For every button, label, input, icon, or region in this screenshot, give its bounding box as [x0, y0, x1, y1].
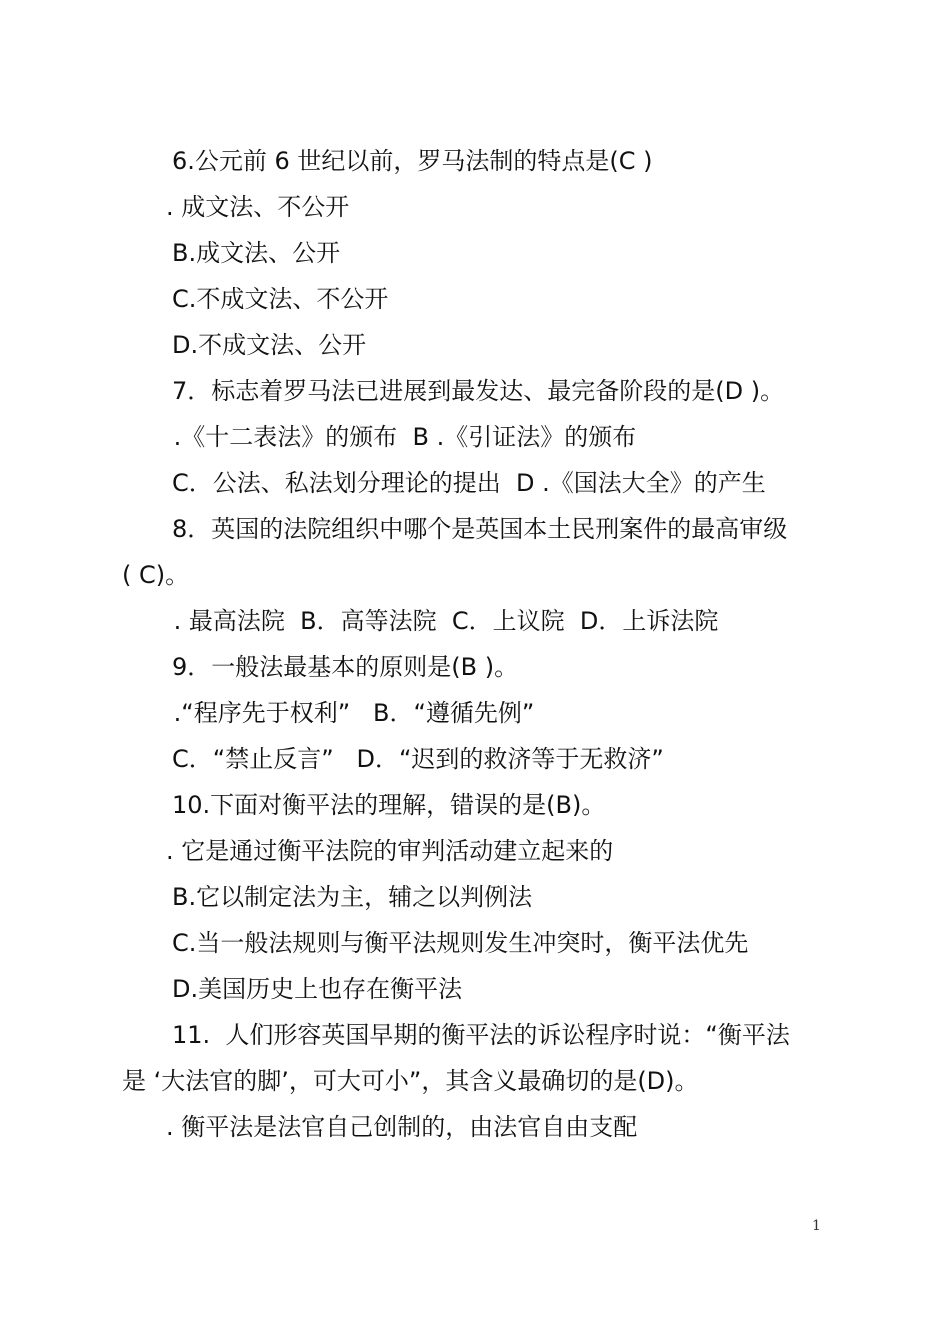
question-6: 6.公元前 6 世纪以前，罗马法制的特点是(C )	[172, 147, 653, 175]
options-7ab: .《十二表法》的颁布 B .《引证法》的颁布	[166, 423, 637, 451]
option-10c: C.当一般法规则与衡平法规则发生冲突时，衡平法优先	[172, 929, 749, 957]
question-7: 7．标志着罗马法已进展到最发达、最完备阶段的是(D )。	[172, 377, 785, 405]
option-10a: . 它是通过衡平法院的审判活动建立起来的	[166, 837, 614, 865]
option-6b: B.成文法、公开	[172, 239, 341, 267]
question-8-continued: ( C)。	[122, 561, 190, 589]
option-6a: . 成文法、不公开	[166, 193, 350, 221]
options-9cd: C．“禁止反言” D．“迟到的救济等于无救济”	[172, 745, 664, 773]
question-10: 10.下面对衡平法的理解，错误的是(B)。	[172, 791, 606, 819]
option-10b: B.它以制定法为主，辅之以判例法	[172, 883, 533, 911]
question-11: 11. 人们形容英国早期的衡平法的诉讼程序时说：“衡平法	[172, 1021, 790, 1049]
question-8: 8．英国的法院组织中哪个是英国本土民刑案件的最高审级	[172, 515, 788, 543]
question-9: 9．一般法最基本的原则是(B )。	[172, 653, 519, 681]
options-8: . 最高法院 B．高等法院 C．上议院 D．上诉法院	[166, 607, 719, 635]
options-7cd: C．公法、私法划分理论的提出 D .《国法大全》的产生	[172, 469, 766, 497]
question-11-continued: 是 ‘大法官的脚’，可大可小”，其含义最确切的是(D)。	[122, 1067, 699, 1095]
option-6d: D.不成文法、公开	[172, 331, 367, 359]
option-11a: . 衡平法是法官自己创制的，由法官自由支配	[166, 1113, 638, 1141]
option-6c: C.不成文法、不公开	[172, 285, 389, 313]
options-9ab: .“程序先于权利” B．“遵循先例”	[166, 699, 535, 727]
option-10d: D.美国历史上也存在衡平法	[172, 975, 463, 1003]
document-body	[122, 138, 832, 1150]
page-number: 1	[812, 1218, 821, 1234]
